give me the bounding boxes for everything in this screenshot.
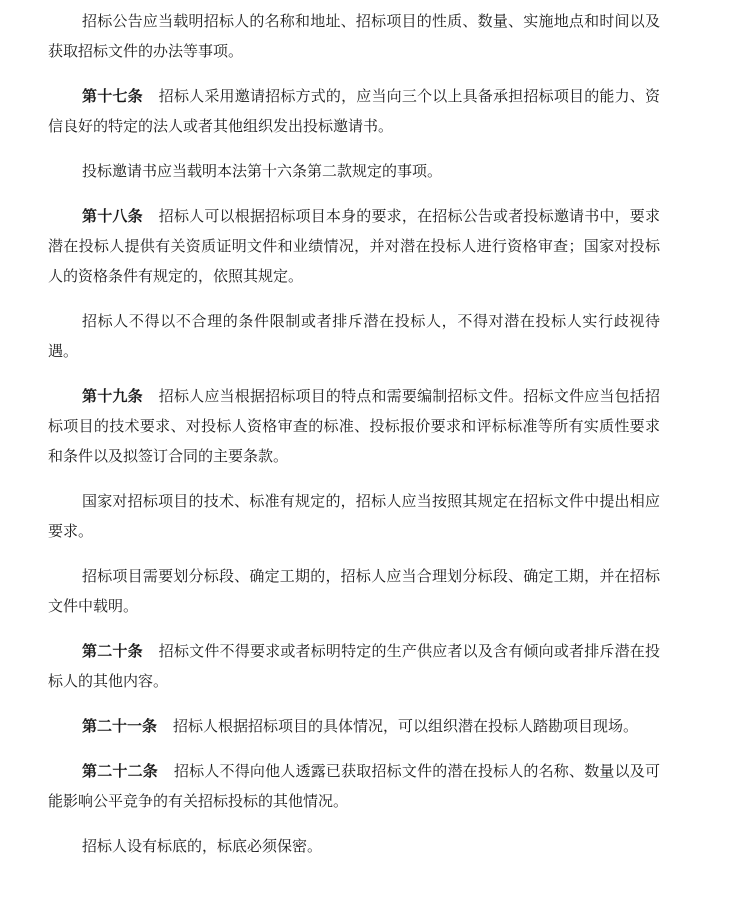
paragraph-text: 招标项目需要划分标段、确定工期的，招标人应当合理划分标段、确定工期，并在招标文件中载明。 [48, 567, 660, 615]
paragraph-text: 招标文件不得要求或者标明特定的生产供应者以及含有倾向或者排斥潜在投标人的其他内容。 [48, 642, 660, 690]
article-number: 第十七条 [82, 87, 143, 105]
paragraph [48, 711, 660, 741]
paragraph-text: 招标人根据招标项目的具体情况，可以组织潜在投标人踏勘项目现场。 [173, 717, 639, 735]
paragraph-text: 招标人不得以不合理的条件限制或者排斥潜在投标人，不得对潜在投标人实行歧视待遇。 [48, 312, 660, 360]
paragraph [48, 81, 660, 141]
paragraph [48, 561, 660, 621]
paragraph-text: 招标人可以根据招标项目本身的要求，在招标公告或者投标邀请书中，要求潜在投标人提供有关资质证明文件和业绩情况，并对潜在投标人进行资格审查；国家对投标人的资格条件有规定的，依照其规定。 [48, 207, 660, 285]
paragraph [48, 381, 660, 471]
paragraph [48, 201, 660, 291]
paragraph [48, 831, 660, 861]
paragraph [48, 6, 660, 66]
paragraph-text: 国家对招标项目的技术、标准有规定的，招标人应当按照其规定在招标文件中提出相应要求。 [48, 492, 660, 540]
paragraph-text: 招标人应当根据招标项目的特点和需要编制招标文件。招标文件应当包括招标项目的技术要求、对投标人资格审查的标准、投标报价要求和评标标准等所有实质性要求和条件以及拟签订合同的主要条款。 [48, 387, 660, 465]
paragraph [48, 756, 660, 816]
article-number: 第二十条 [82, 642, 143, 660]
paragraph-text: 投标邀请书应当载明本法第十六条第二款规定的事项。 [82, 162, 443, 180]
paragraph-text: 招标人设有标底的，标底必须保密。 [82, 837, 323, 855]
paragraph [48, 486, 660, 546]
document-body [48, 6, 660, 876]
paragraph-text: 招标人采用邀请招标方式的，应当向三个以上具备承担招标项目的能力、资信良好的特定的法人或者其他组织发出投标邀请书。 [48, 87, 660, 135]
paragraph-text: 招标公告应当载明招标人的名称和地址、招标项目的性质、数量、实施地点和时间以及获取招标文件的办法等事项。 [48, 12, 660, 60]
article-number: 第二十一条 [82, 717, 158, 735]
article-number: 第二十二条 [82, 762, 158, 780]
paragraph [48, 156, 660, 186]
article-number: 第十九条 [82, 387, 143, 405]
paragraph-text: 招标人不得向他人透露已获取招标文件的潜在投标人的名称、数量以及可能影响公平竞争的有关招标投标的其他情况。 [48, 762, 660, 810]
article-number: 第十八条 [82, 207, 143, 225]
paragraph [48, 306, 660, 366]
paragraph [48, 636, 660, 696]
